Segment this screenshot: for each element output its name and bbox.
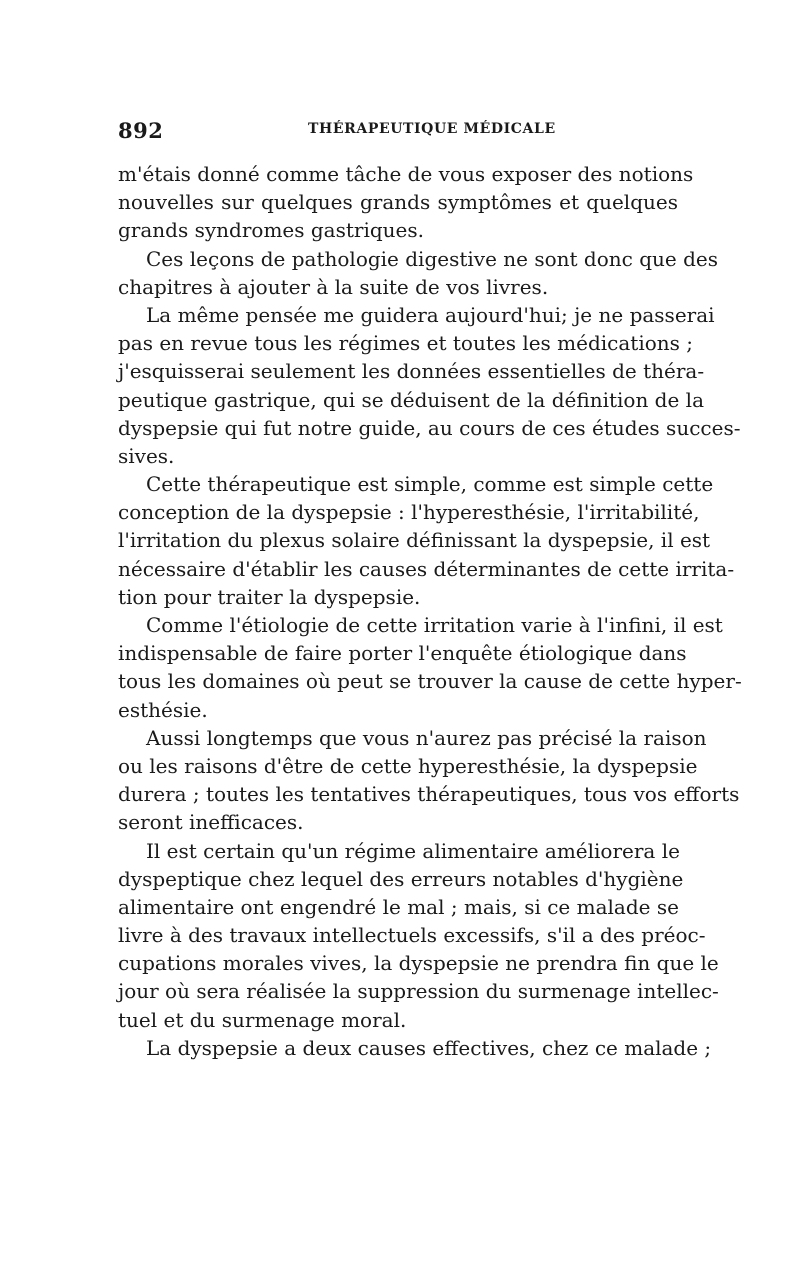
text-line: dyspeptique chez lequel des erreurs notables d'hygiène — [118, 866, 684, 891]
text-line: jour où sera réalisée la suppression du surmenage intellec- — [118, 979, 719, 1004]
text-line: ou les raisons d'être de cette hyperesthésie, la dyspepsie — [118, 753, 698, 778]
running-title: THÉRAPEUTIQUE MÉDICALE — [308, 121, 556, 137]
page-number: 892 — [118, 118, 164, 143]
text-line: La dyspepsie a deux causes effectives, chez ce malade ; — [146, 1035, 712, 1060]
text-line: tuel et du surmenage moral. — [118, 1007, 407, 1032]
text-line: conception de la dyspepsie : l'hyperesthésie, l'irritabilité, — [118, 500, 700, 525]
text-line: durera ; toutes les tentatives thérapeutiques, tous vos efforts — [118, 782, 740, 807]
text-line: cupations morales vives, la dyspepsie ne prendra fin que le — [118, 951, 719, 976]
text-line: peutique gastrique, qui se déduisent de la définition de la — [118, 387, 704, 412]
text-line: j'esquisserai seulement les données essentielles de théra- — [118, 359, 705, 384]
text-line: Comme l'étiologie de cette irritation varie à l'infini, il est — [146, 613, 723, 637]
text-line: esthésie. — [118, 697, 208, 722]
text-line: Ces leçons de pathologie digestive ne sont donc que des — [146, 246, 718, 271]
page-header — [118, 118, 678, 144]
text-line: l'irritation du plexus solaire définissant la dyspepsie, il est — [118, 528, 711, 553]
text-line: Il est certain qu'un régime alimentaire améliorera le — [146, 838, 680, 863]
text-line: La même pensée me guidera aujourd'hui; je ne passerai — [146, 302, 715, 327]
text-line: indispensable de faire porter l'enquête étiologique dans — [118, 641, 687, 666]
text-line: alimentaire ont engendré le mal ; mais, si ce malade se — [118, 894, 679, 919]
text-line: chapitres à ajouter à la suite de vos livres. — [118, 274, 549, 299]
text-line: tous les domaines où peut se trouver la cause de cette hyper- — [118, 669, 742, 694]
text-line: nécessaire d'établir les causes déterminantes de cette irrita- — [118, 556, 735, 581]
text-line: dyspepsie qui fut notre guide, au cours de ces études succes- — [118, 415, 741, 440]
text-line: nouvelles sur quelques grands symptômes et quelques — [118, 190, 678, 215]
text-line: livre à des travaux intellectuels excessifs, s'il a des préoc- — [118, 923, 706, 948]
text-line: seront inefficaces. — [118, 810, 304, 835]
text-line: Cette thérapeutique est simple, comme est simple cette — [146, 472, 714, 497]
text-line: Aussi longtemps que vous n'aurez pas précisé la raison — [146, 725, 707, 750]
text-line: m'étais donné comme tâche de vous exposer des notions — [118, 162, 694, 186]
text-line: sives. — [118, 443, 175, 468]
text-line: pas en revue tous les régimes et toutes les médications ; — [118, 331, 694, 356]
text-line: tion pour traiter la dyspepsie. — [118, 584, 421, 609]
text-line: grands syndromes gastriques. — [118, 218, 424, 243]
body-text — [118, 160, 742, 1062]
